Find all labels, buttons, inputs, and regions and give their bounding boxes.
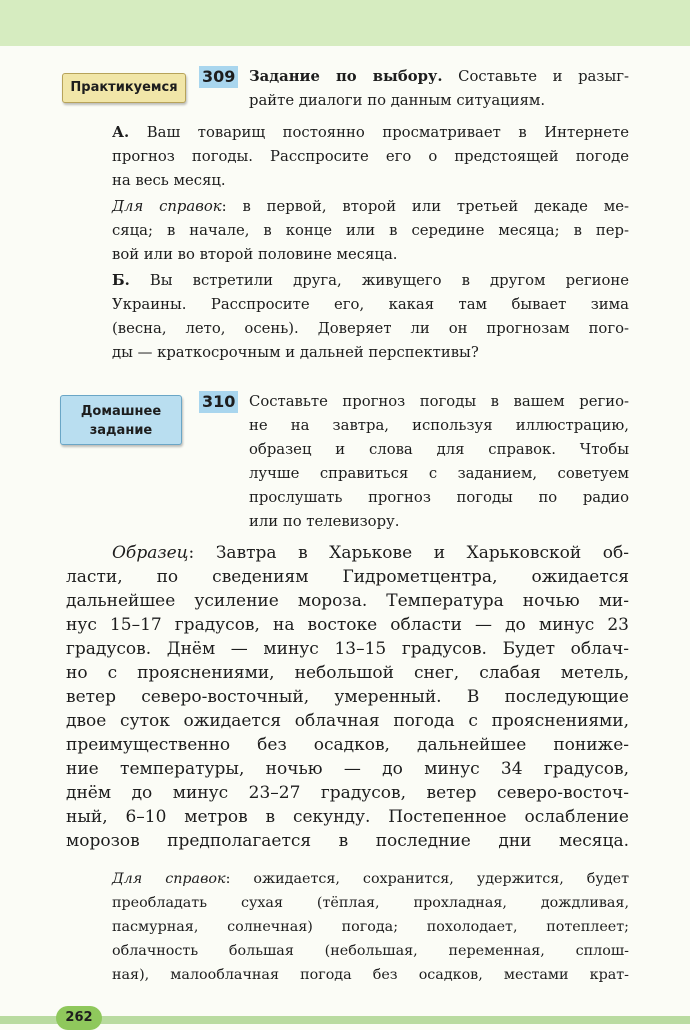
- task-309-b-line-1: [112, 270, 629, 292]
- task-309-b-text: Вы встретили друга, живущего в другом регионе: [149, 272, 629, 289]
- task-310-number: 310: [199, 391, 238, 413]
- sample-line-11: днём до минус 23–27 градусов, ветер северо-восточ-: [66, 783, 629, 803]
- sample-line-2: ласти, по сведениям Гидрометцентра, ожидается: [66, 567, 629, 587]
- sample-line-6: но с прояснениями, небольшой снег, слабая метель,: [66, 663, 629, 683]
- sample-line-9: преимущественно без осадков, дальнейшее пониже-: [66, 735, 629, 755]
- sample-line-10: ние температуры, ночью — до минус 34 градусов,: [66, 759, 629, 779]
- ref2-label: Для справок: [112, 871, 226, 887]
- homework-badge-line-2: задание: [89, 423, 153, 438]
- task-310-line-1: Составьте прогноз погоды в вашем регио-: [249, 393, 629, 410]
- task-309-ref-label: Для справок: [112, 198, 222, 215]
- task-309-a-line-3: на весь месяц.: [112, 172, 226, 189]
- task-309-number: 309: [199, 66, 238, 88]
- top-band: [0, 0, 690, 46]
- task-310-line-2: не на завтра, используя иллюстрацию,: [249, 417, 629, 434]
- task-309-intro-line-2: райте диалоги по данным ситуациям.: [249, 92, 546, 109]
- task-309-intro-line: [249, 66, 629, 88]
- task-309-title: Задание по выбору.: [249, 68, 443, 85]
- task-309-intro-text: Составьте и разыг-: [458, 68, 629, 85]
- ref2-line-1: [112, 868, 629, 890]
- task-310-line-4: лучше справиться с заданием, советуем: [249, 465, 629, 482]
- ref2-line-5: ная), малооблачная погода без осадков, местами крат-: [112, 967, 629, 983]
- task-309-ref-line-2: сяца; в начале, в конце или в середине месяца; в пер-: [112, 222, 629, 239]
- practice-badge: Практикуемся: [62, 73, 186, 103]
- bottom-band: [0, 1016, 690, 1024]
- sample-line-4: нус 15–17 градусов, на востоке области — до минус 23: [66, 615, 629, 635]
- task-310-line-6: или по телевизору.: [249, 513, 400, 530]
- sample-line-5: градусов. Днём — минус 13–15 градусов. Будет облач-: [66, 639, 629, 659]
- task-310-line-5: прослушать прогноз погоды по радио: [249, 489, 629, 506]
- task-309-ref-text: : в первой, второй или третьей декаде ме-: [221, 198, 630, 215]
- task-310-line-3: образец и слова для справок. Чтобы: [249, 441, 629, 458]
- task-309-ref-line-1: [112, 196, 629, 218]
- ref2-line-2: преобладать сухая (тёплая, прохладная, дождливая,: [112, 895, 629, 911]
- page-number: 262: [56, 1006, 102, 1030]
- task-309-b-label: Б.: [112, 272, 130, 289]
- task-309-b-line-2: Украины. Расспросите его, какая там бывает зима: [112, 296, 629, 313]
- sample-text-1: : Завтра в Харькове и Харьковской об-: [188, 543, 629, 563]
- task-309-a-text: Ваш товарищ постоянно просматривает в Интернете: [146, 124, 629, 141]
- task-309-b-line-4: ды — краткосрочным и дальней перспективы?: [112, 344, 479, 361]
- homework-badge: [60, 395, 182, 445]
- task-309-ref-line-3: вой или во второй половине месяца.: [112, 246, 398, 263]
- sample-line-8: двое суток ожидается облачная погода с прояснениями,: [66, 711, 629, 731]
- task-309-a-label: А.: [112, 124, 130, 141]
- sample-line-1: [112, 542, 629, 564]
- task-309-a-line-1: [112, 122, 629, 144]
- homework-badge-line-1: Домашнее: [80, 404, 162, 419]
- sample-line-3: дальнейшее усиление мороза. Температура ночью ми-: [66, 591, 629, 611]
- ref2-text-1: : ожидается, сохранится, удержится, будет: [225, 871, 629, 887]
- ref2-line-3: пасмурная, солнечная) погода; похолодает, потеплеет;: [112, 919, 629, 935]
- sample-line-12: ный, 6–10 метров в секунду. Постепенное ослабление: [66, 807, 629, 827]
- task-309-a-line-2: прогноз погоды. Расспросите его о предстоящей погоде: [112, 148, 629, 165]
- ref2-line-4: облачность большая (небольшая, переменная, сплош-: [112, 943, 629, 959]
- sample-line-7: ветер северо-восточный, умеренный. В последующие: [66, 687, 629, 707]
- sample-label: Образец: [112, 543, 189, 563]
- task-309-b-line-3: (весна, лето, осень). Доверяет ли он прогнозам пого-: [112, 320, 629, 337]
- sample-line-13: морозов предполагается в последние дни месяца.: [66, 831, 629, 851]
